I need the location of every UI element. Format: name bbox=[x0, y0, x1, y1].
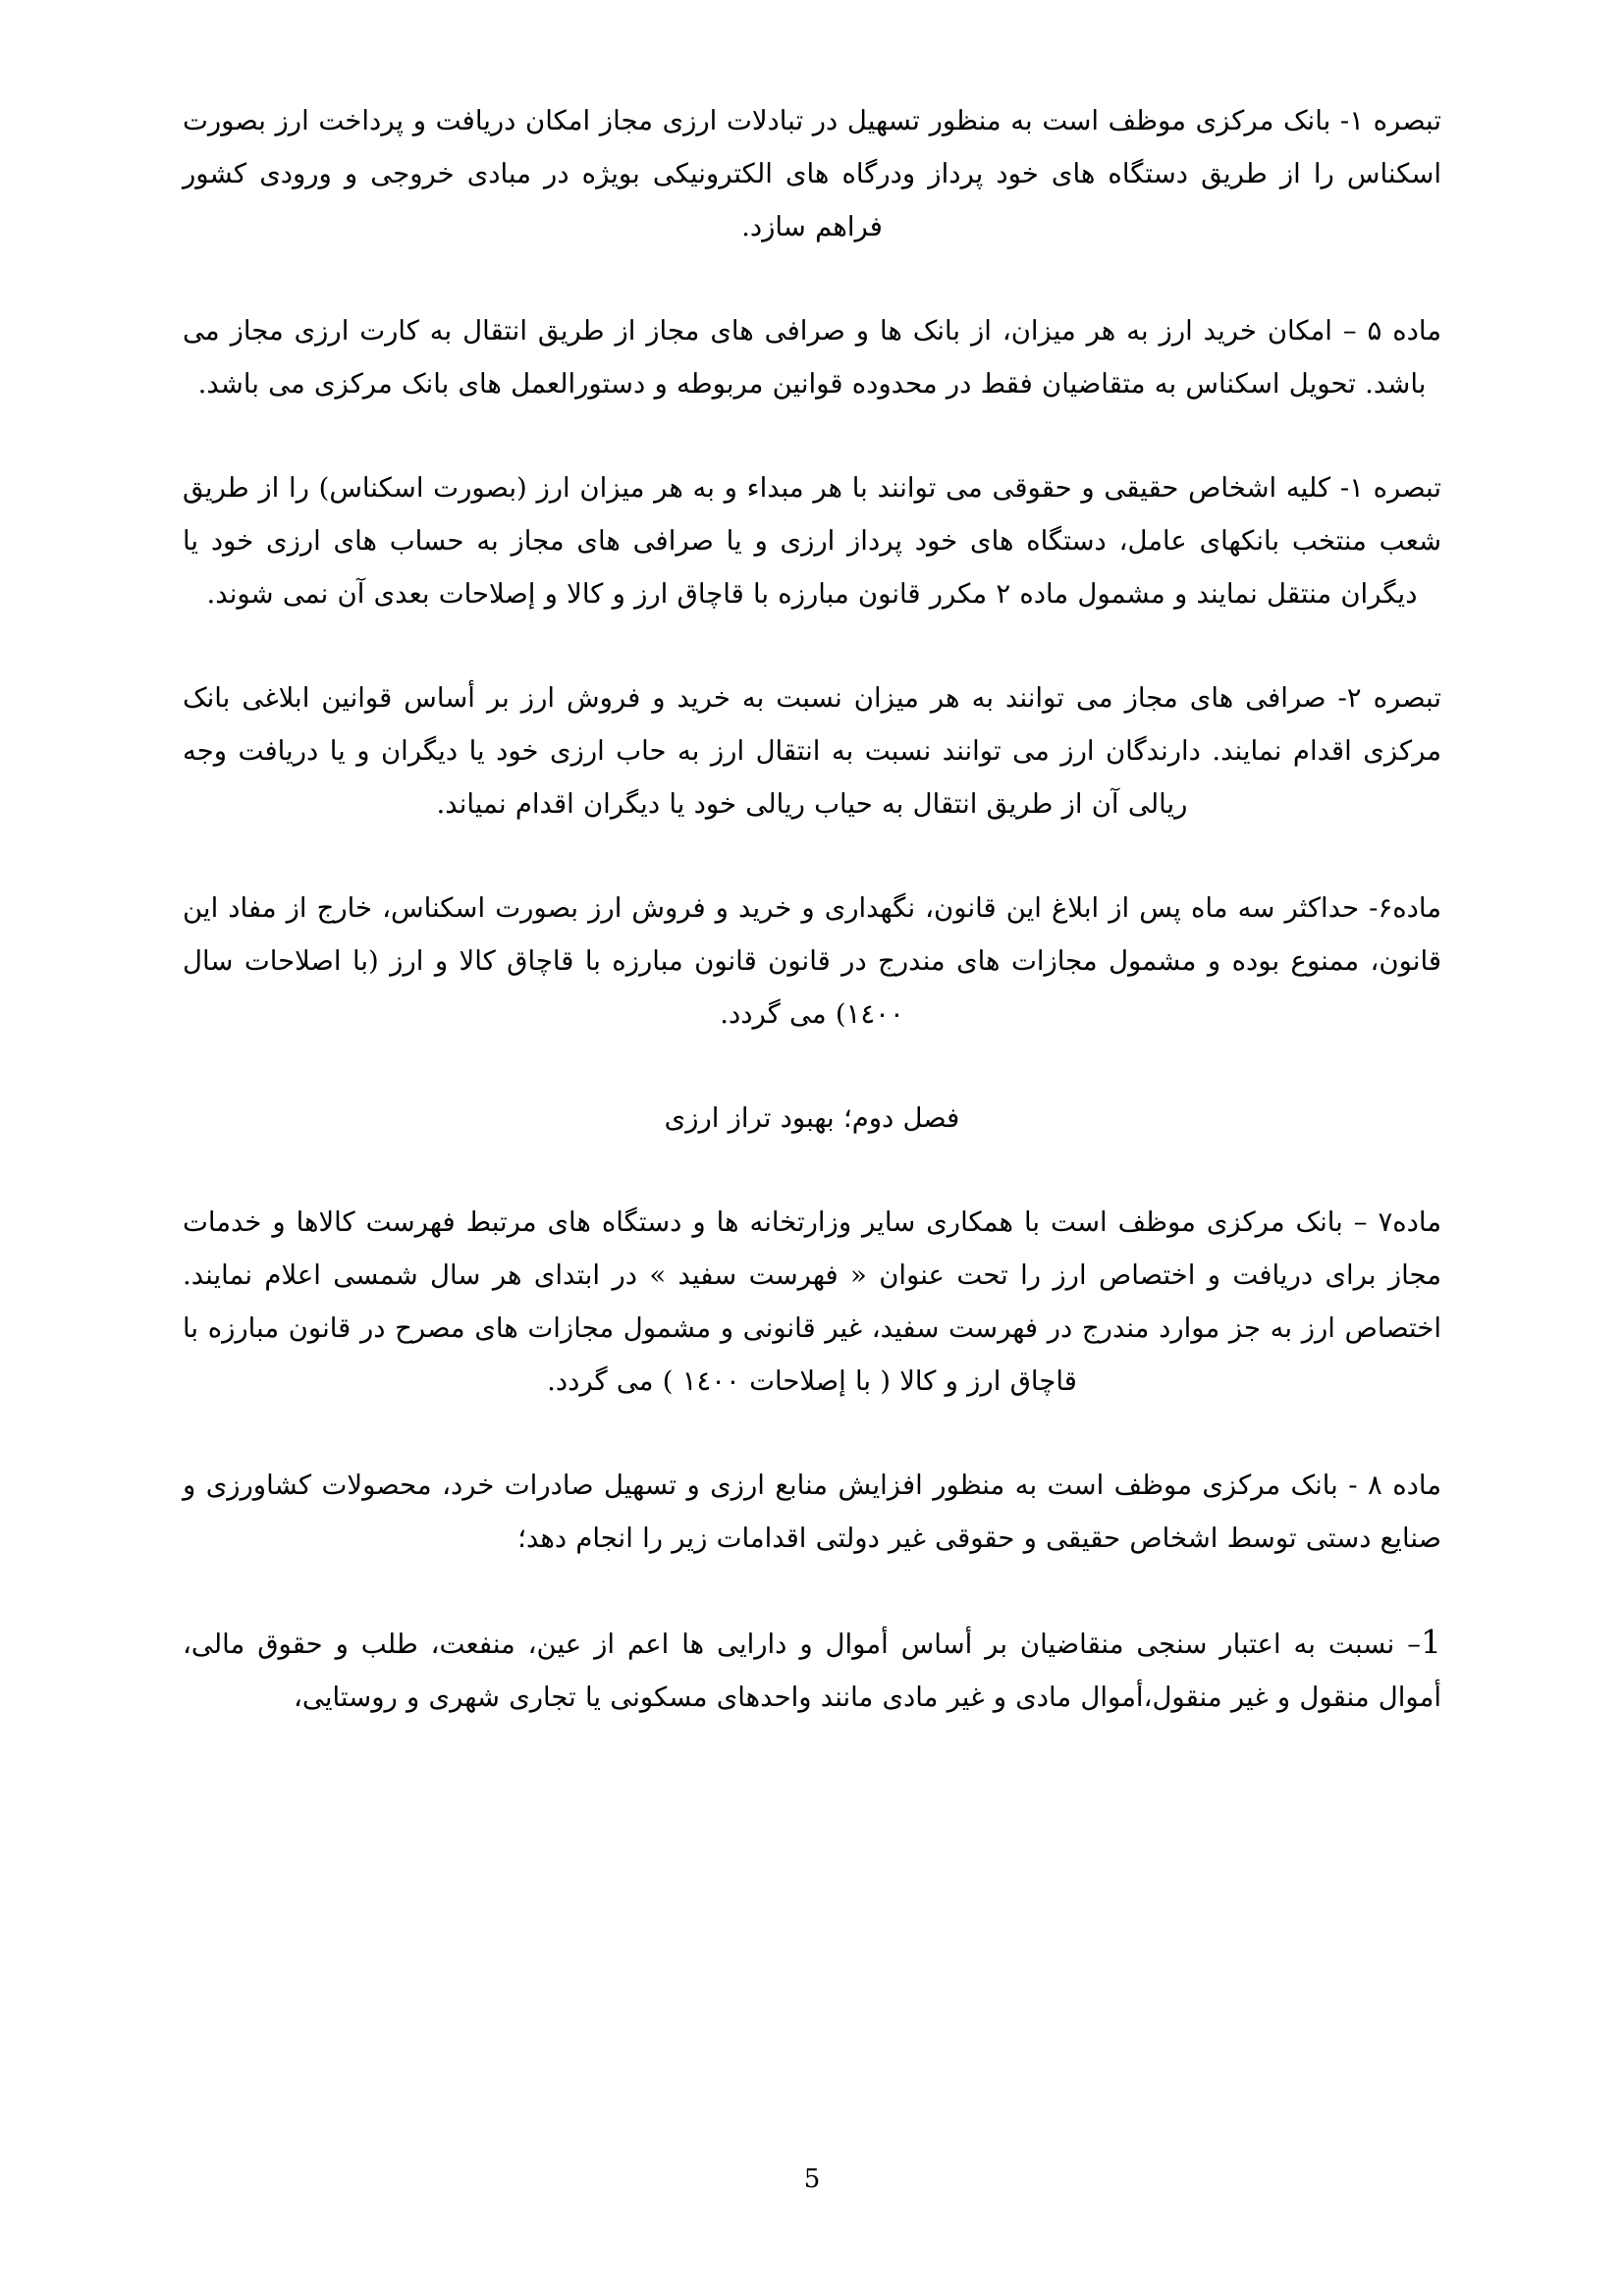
item-marker-1: 1 bbox=[1421, 1623, 1441, 1661]
page-content bbox=[183, 94, 1441, 1724]
page-number: 5 bbox=[803, 2164, 821, 2194]
paragraph-note-1-central-bank-facilitation: تبصره ۱- بانک مرکزی موظف است به منظور تسهیل در تبادلات ارزی مجاز امکان دریافت و پرداخت ارز بصورت اسکناس را از طریق دستگاه های خود پرداز ودرگاه های الکترونیکی بویژه در مبادی خروجی و ورودی کشور فراهم سازد. bbox=[183, 105, 1441, 242]
numbered-item-1 bbox=[183, 1616, 1441, 1724]
paragraph-article-6-cash-currency-prohibition: ماده۶- حداکثر سه ماه پس از ابلاغ این قانون، نگهداری و خرید و فروش ارز بصورت اسکناس، خارج از مفاد این قانون، ممنوع بوده و مشمول مجازات های مندرج در قانون قانون مبارزه با قاچاق کالا و ارز (با اصلاحات سال ۱٤۰۰) می گردد. bbox=[183, 892, 1441, 1030]
paragraph-article-7-white-list: ماده۷ – بانک مرکزی موظف است با همکاری سایر وزارتخانه ها و دستگاه های مرتبط فهرست کالاها و خدمات مجاز برای دریافت و اختصاص ارز را تحت عنوان « فهرست سفید » در ابتدای هر سال شمسی اعلام نمایند. اختصاص ارز به جز موارد مندرج در فهرست سفید، غیر قانونی و مشمول مجازات های مصرح در قانون مبارزه با قاچاق ارز و کالا ( با إصلاحات ۱٤۰۰ ) می گردد. bbox=[183, 1206, 1441, 1397]
paragraph-article-5-note-2: تبصره ۲- صرافی های مجاز می توانند به هر میزان نسبت به خرید و فروش ارز بر أساس قوانین ابلاغی بانک مرکزی اقدام نمایند. دارندگان ارز می توانند نسبت به انتقال ارز به حاب ارزی خود یا دیگران و یا دریافت وجه ریالی آن از طریق انتقال به حیاب ریالی خود یا دیگران اقدام نمیاند. bbox=[183, 682, 1441, 820]
paragraph-article-8-currency-resources: ماده ۸ - بانک مرکزی موظف است به منظور افزایش منابع ارزی و تسهیل صادرات خرد، محصولات کشاورزی و صنایع دستی توسط اشخاص حقیقی و حقوقی غیر دولتی اقدامات زیر را انجام دهد؛ bbox=[183, 1469, 1441, 1554]
numbered-item-1-text: – نسبت به اعتبار سنجی منقاضیان بر أساس أموال و دارایی ها اعم از عین، منفعت، طلب و حقوق مالی، أموال منقول و غیر منقول،أموال مادی و غیر مادی مانند واحدهای مسکونی یا تجاری شهری و روستایی، bbox=[183, 1629, 1441, 1713]
paragraph-article-5-note-1: تبصره ۱- کلیه اشخاص حقیقی و حقوقی می توانند با هر مبداء و به هر میزان ارز (بصورت اسکناس) را از طریق شعب منتخب بانکهای عامل، دستگاه های خود پرداز ارزی و یا صرافی های مجاز به حساب های ارزی خود یا دیگران منتقل نمایند و مشمول ماده ۲ مکرر قانون مبارزه با قاچاق ارز و کالا و إصلاحات بعدی آن نمی شوند. bbox=[183, 472, 1441, 610]
chapter-2-heading: فصل دوم؛ بهبود تراز ارزی bbox=[664, 1102, 960, 1134]
paragraph-article-5-currency-purchase: ماده ۵ – امکان خرید ارز به هر میزان، از بانک ها و صرافی های مجاز از طریق انتقال به کارت ارزی مجاز می باشد. تحویل اسکناس به متقاضیان فقط در محدوده قوانین مربوطه و دستورالعمل های بانک مرکزی می باشد. bbox=[183, 315, 1441, 400]
